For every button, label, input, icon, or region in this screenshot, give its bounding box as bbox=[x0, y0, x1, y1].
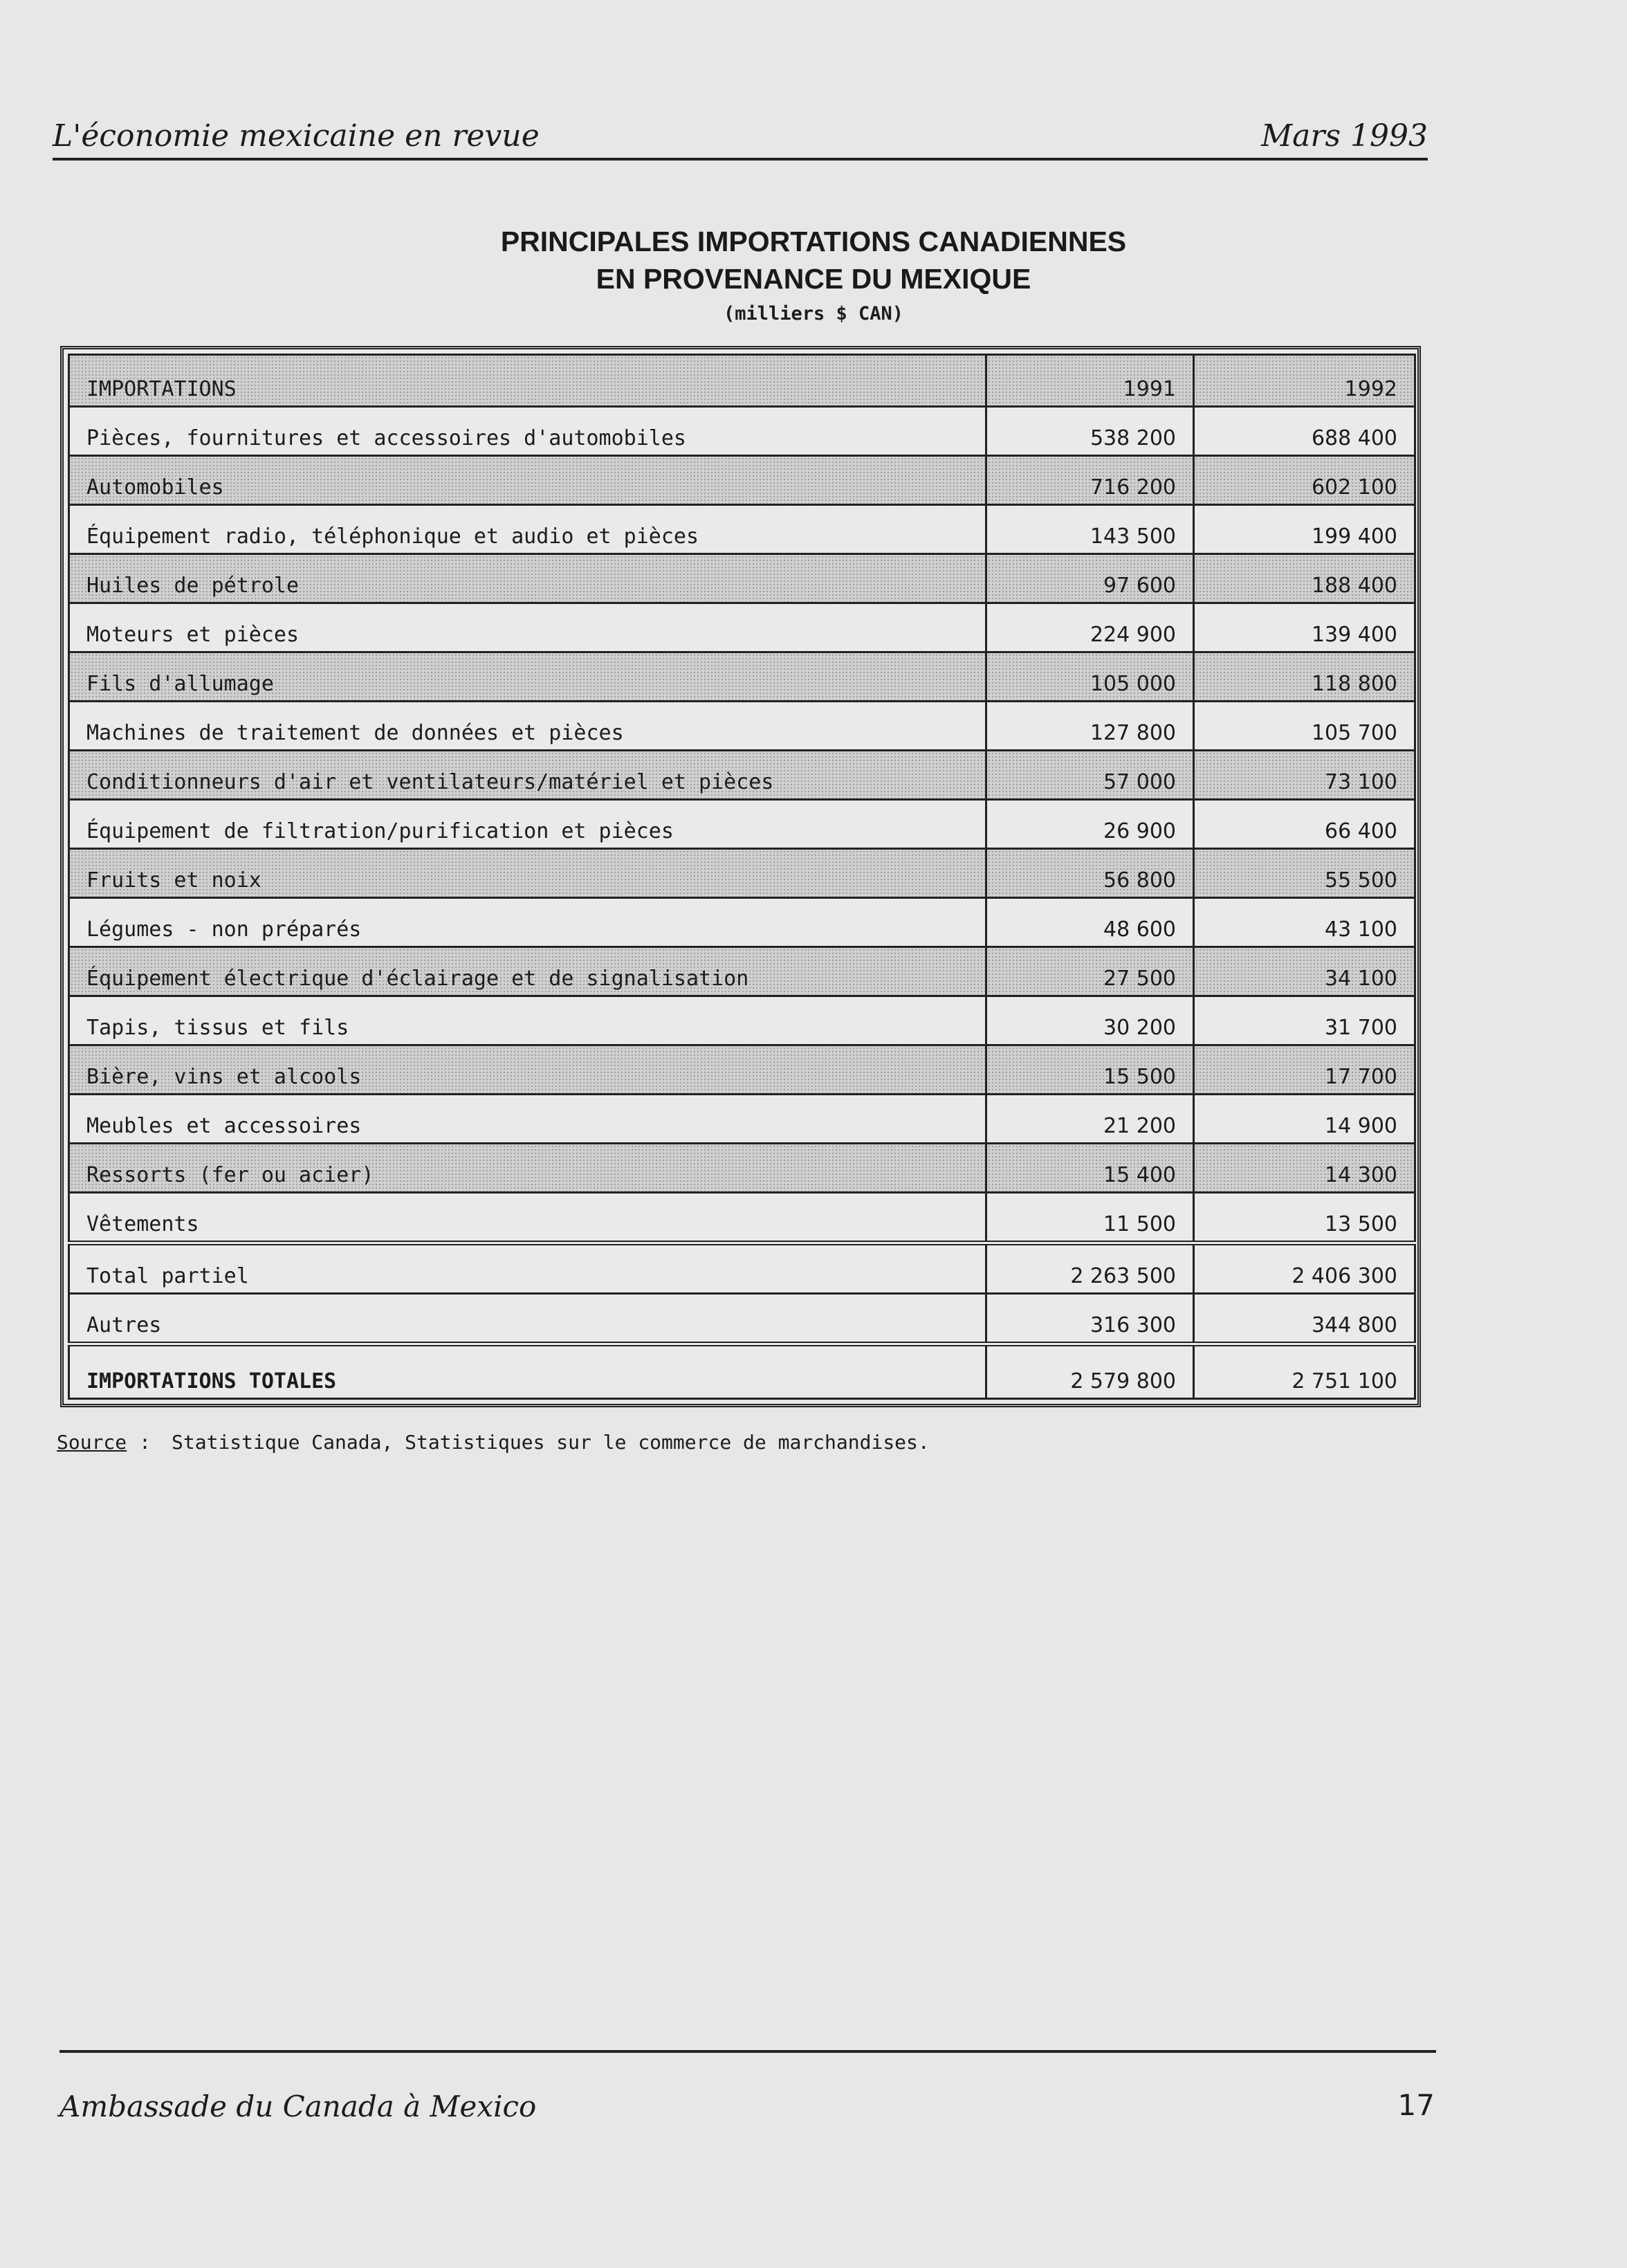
total-label: IMPORTATIONS TOTALES bbox=[69, 1344, 986, 1399]
source-text: Statistique Canada, Statistiques sur le commerce de marchandises. bbox=[172, 1431, 930, 1454]
row-label: Moteurs et pièces bbox=[69, 603, 986, 652]
table-row bbox=[69, 751, 1415, 800]
row-value-1991: 27 500 bbox=[986, 947, 1194, 996]
row-value-1992: 139 400 bbox=[1194, 603, 1415, 652]
table-row bbox=[69, 407, 1415, 456]
row-value-1991: 56 800 bbox=[986, 849, 1194, 898]
subtotal-1991: 2 263 500 bbox=[986, 1243, 1194, 1294]
header-year-1991: 1991 bbox=[986, 355, 1194, 407]
row-label: Équipement électrique d'éclairage et de signalisation bbox=[69, 947, 986, 996]
others-1991: 316 300 bbox=[986, 1294, 1194, 1344]
row-value-1991: 26 900 bbox=[986, 800, 1194, 849]
table-row bbox=[69, 456, 1415, 505]
table-row bbox=[69, 996, 1415, 1045]
row-value-1992: 14 300 bbox=[1194, 1144, 1415, 1193]
row-value-1991: 15 400 bbox=[986, 1144, 1194, 1193]
row-label: Équipement radio, téléphonique et audio et pièces bbox=[69, 505, 986, 554]
row-value-1992: 602 100 bbox=[1194, 456, 1415, 505]
row-value-1992: 105 700 bbox=[1194, 702, 1415, 751]
subtotal-1992: 2 406 300 bbox=[1194, 1243, 1415, 1294]
table-row bbox=[69, 1045, 1415, 1095]
table-row bbox=[69, 702, 1415, 751]
page-number: 17 bbox=[1397, 2088, 1435, 2122]
publication-title: L'économie mexicaine en revue bbox=[53, 118, 540, 154]
row-label: Pièces, fournitures et accessoires d'automobiles bbox=[69, 407, 986, 456]
row-value-1992: 73 100 bbox=[1194, 751, 1415, 800]
row-value-1991: 143 500 bbox=[986, 505, 1194, 554]
row-value-1991: 21 200 bbox=[986, 1095, 1194, 1144]
row-value-1992: 43 100 bbox=[1194, 898, 1415, 947]
page-header bbox=[53, 112, 1428, 161]
row-label: Meubles et accessoires bbox=[69, 1095, 986, 1144]
row-label: Légumes - non préparés bbox=[69, 898, 986, 947]
row-value-1991: 30 200 bbox=[986, 996, 1194, 1045]
footer-divider bbox=[59, 2050, 1436, 2053]
others-row bbox=[69, 1294, 1415, 1344]
row-label: Automobiles bbox=[69, 456, 986, 505]
row-value-1992: 55 500 bbox=[1194, 849, 1415, 898]
row-label: Vêtements bbox=[69, 1193, 986, 1243]
row-value-1992: 118 800 bbox=[1194, 652, 1415, 702]
row-value-1991: 15 500 bbox=[986, 1045, 1194, 1095]
row-value-1991: 224 900 bbox=[986, 603, 1194, 652]
table-row bbox=[69, 1095, 1415, 1144]
header-label: IMPORTATIONS bbox=[69, 355, 986, 407]
row-value-1991: 57 000 bbox=[986, 751, 1194, 800]
row-value-1992: 66 400 bbox=[1194, 800, 1415, 849]
others-label: Autres bbox=[69, 1294, 986, 1344]
row-value-1991: 48 600 bbox=[986, 898, 1194, 947]
row-value-1992: 688 400 bbox=[1194, 407, 1415, 456]
table-row bbox=[69, 603, 1415, 652]
total-1991: 2 579 800 bbox=[986, 1344, 1194, 1399]
table-row bbox=[69, 1193, 1415, 1243]
row-label: Bière, vins et alcools bbox=[69, 1045, 986, 1095]
row-label: Fils d'allumage bbox=[69, 652, 986, 702]
table-row bbox=[69, 652, 1415, 702]
row-label: Conditionneurs d'air et ventilateurs/matériel et pièces bbox=[69, 751, 986, 800]
source-note bbox=[57, 1431, 930, 1454]
table-units: (milliers $ CAN) bbox=[723, 303, 904, 324]
table-title-block bbox=[0, 223, 1627, 328]
row-label: Fruits et noix bbox=[69, 849, 986, 898]
imports-table bbox=[60, 346, 1421, 1407]
source-label: Source bbox=[57, 1431, 127, 1454]
row-value-1992: 34 100 bbox=[1194, 947, 1415, 996]
total-row bbox=[69, 1344, 1415, 1399]
table-row bbox=[69, 898, 1415, 947]
row-value-1992: 14 900 bbox=[1194, 1095, 1415, 1144]
row-label: Tapis, tissus et fils bbox=[69, 996, 986, 1045]
row-label: Équipement de filtration/purification et pièces bbox=[69, 800, 986, 849]
row-value-1991: 538 200 bbox=[986, 407, 1194, 456]
table-title-line-1: PRINCIPALES IMPORTATIONS CANADIENNES bbox=[500, 226, 1127, 257]
imports-table-grid bbox=[68, 354, 1416, 1400]
row-value-1991: 105 000 bbox=[986, 652, 1194, 702]
table-row bbox=[69, 505, 1415, 554]
row-value-1992: 188 400 bbox=[1194, 554, 1415, 603]
subtotal-row bbox=[69, 1243, 1415, 1294]
source-colon: : bbox=[139, 1431, 151, 1454]
row-label: Huiles de pétrole bbox=[69, 554, 986, 603]
row-label: Machines de traitement de données et pièces bbox=[69, 702, 986, 751]
row-value-1992: 31 700 bbox=[1194, 996, 1415, 1045]
row-value-1991: 716 200 bbox=[986, 456, 1194, 505]
row-value-1991: 97 600 bbox=[986, 554, 1194, 603]
table-row bbox=[69, 554, 1415, 603]
publication-date: Mars 1993 bbox=[1261, 118, 1428, 154]
table-row bbox=[69, 947, 1415, 996]
total-1992: 2 751 100 bbox=[1194, 1344, 1415, 1399]
table-row bbox=[69, 849, 1415, 898]
row-value-1992: 17 700 bbox=[1194, 1045, 1415, 1095]
others-1992: 344 800 bbox=[1194, 1294, 1415, 1344]
footer-publisher: Ambassade du Canada à Mexico bbox=[59, 2089, 537, 2123]
table-title-line-2: EN PROVENANCE DU MEXIQUE bbox=[596, 263, 1031, 295]
table-header-row bbox=[69, 355, 1415, 407]
table-row bbox=[69, 800, 1415, 849]
row-label: Ressorts (fer ou acier) bbox=[69, 1144, 986, 1193]
row-value-1992: 199 400 bbox=[1194, 505, 1415, 554]
row-value-1992: 13 500 bbox=[1194, 1193, 1415, 1243]
subtotal-label: Total partiel bbox=[69, 1243, 986, 1294]
row-value-1991: 11 500 bbox=[986, 1193, 1194, 1243]
row-value-1991: 127 800 bbox=[986, 702, 1194, 751]
header-year-1992: 1992 bbox=[1194, 355, 1415, 407]
table-row bbox=[69, 1144, 1415, 1193]
